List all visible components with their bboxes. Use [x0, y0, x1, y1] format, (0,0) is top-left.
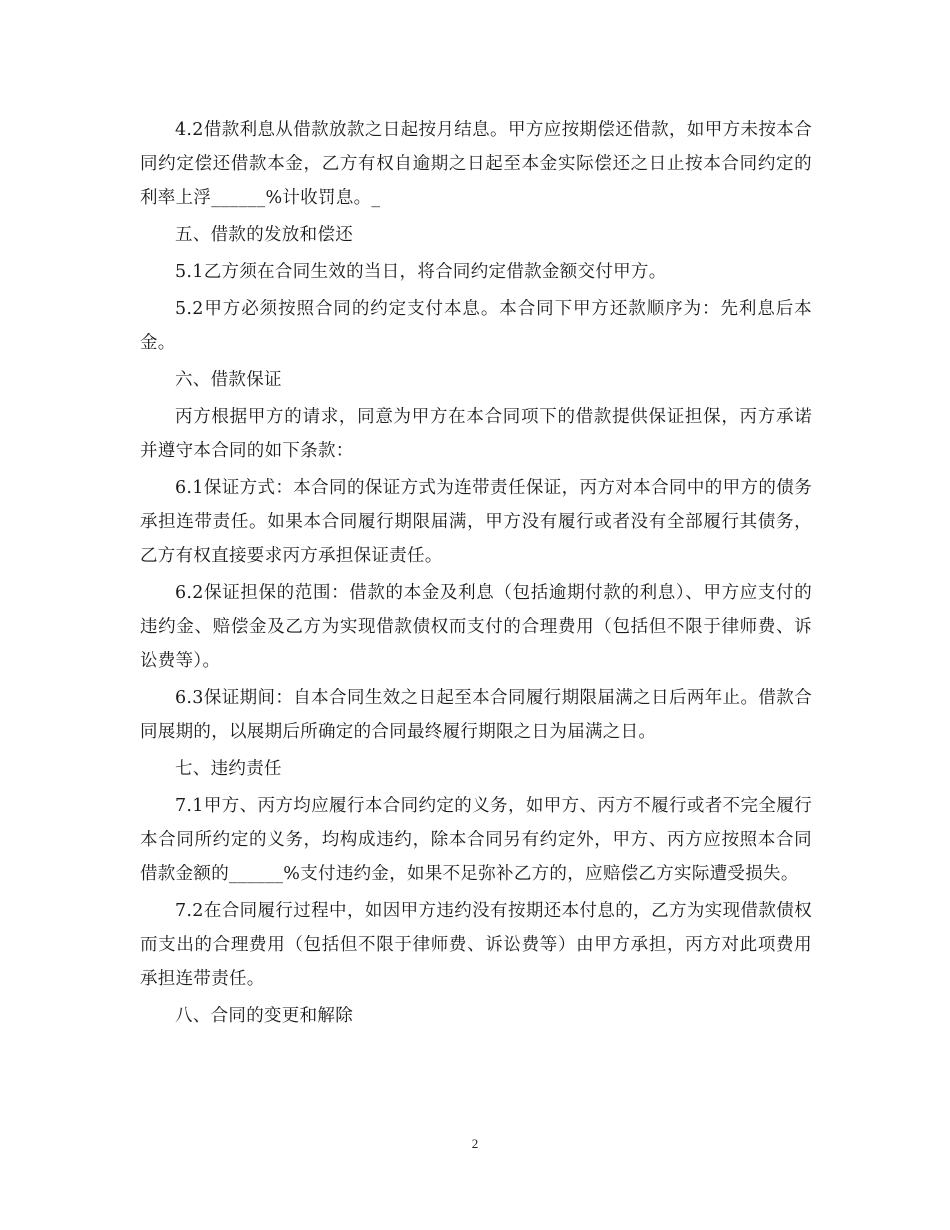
clause-6-3: 6.3保证期间：自本合同生效之日起至本合同履行期限届满之日后两年止。借款合同展期的，以展期后所确定的合同最终履行期限之日为届满之日。	[140, 688, 812, 742]
section-heading-6: 六、借款保证	[175, 370, 282, 390]
clause-7-2: 7.2在合同履行过程中，如因甲方违约没有按期还本付息的，乙方为实现借款债权而支出的合理费用（包括但不限于律师费、诉讼费等）由甲方承担，丙方对此项费用承担连带责任。	[140, 901, 812, 989]
section-heading-8: 八、合同的变更和解除	[175, 1006, 353, 1026]
clause-5-2: 5.2甲方必须按照合同的约定支付本息。本合同下甲方还款顺序为：先利息后本金。	[140, 299, 812, 353]
section-heading-7: 七、违约责任	[175, 759, 282, 779]
document-body	[140, 113, 812, 1036]
clause-6-1: 6.1保证方式：本合同的保证方式为连带责任保证，丙方对本合同中的甲方的债务承担连带责任。如果本合同履行期限届满，甲方没有履行或者没有全部履行其债务，乙方有权直接要求丙方承担保证责任。	[140, 478, 812, 566]
page-number: 2	[471, 1136, 479, 1151]
section-heading-5: 五、借款的发放和偿还	[175, 225, 353, 245]
guarantee-intro: 丙方根据甲方的请求，同意为甲方在本合同项下的借款提供保证担保，丙方承诺并遵守本合同的如下条款：	[140, 407, 812, 461]
clause-7-1: 7.1甲方、丙方均应履行本合同约定的义务，如甲方、丙方不履行或者不完全履行本合同所约定的义务，均构成违约，除本合同另有约定外，甲方、丙方应按照本合同借款金额的______%支付违约金，如果不足弥补乙方的，应赔偿乙方实际遭受损失。	[140, 796, 812, 884]
clause-5-1: 5.1乙方须在合同生效的当日，将合同约定借款金额交付甲方。	[175, 262, 667, 282]
clause-6-2: 6.2保证担保的范围：借款的本金及利息（包括逾期付款的利息）、甲方应支付的违约金、赔偿金及乙方为实现借款债权而支付的合理费用（包括但不限于律师费、诉讼费等）。	[140, 583, 812, 671]
clause-4-2: 4.2借款利息从借款放款之日起按月结息。甲方应按期偿还借款，如甲方未按本合同约定偿还借款本金，乙方有权自逾期之日起至本金实际偿还之日止按本合同约定的利率上浮______%计收罚息。_	[140, 120, 812, 208]
